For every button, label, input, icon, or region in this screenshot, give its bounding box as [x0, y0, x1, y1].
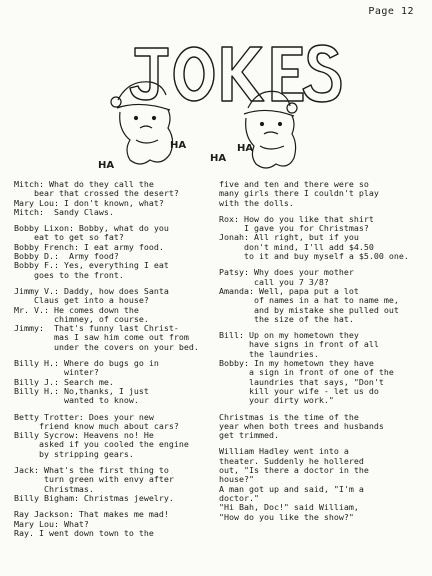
- joke-line: Christmas is the time of the: [219, 411, 359, 422]
- joke-line: bear that crossed the desert?: [14, 188, 179, 199]
- joke-line: have signs in front of all: [219, 339, 379, 350]
- joke-line: Jonah: All right, but if you: [219, 232, 359, 243]
- joke-line: goes to the front.: [14, 269, 124, 280]
- joke-line: Bobby Lixon: Bobby, what do you: [14, 223, 169, 234]
- joke-line: "How do you like the show?": [219, 511, 354, 522]
- joke-paragraph: [14, 287, 214, 352]
- joke-line: turn green with envy after: [14, 474, 174, 485]
- joke-line: the laundries.: [219, 348, 319, 359]
- joke-line: laundries that says, "Don't: [219, 376, 384, 387]
- joke-line: out, "Is there a doctor in the: [219, 465, 369, 476]
- joke-line: Amanda: Well, papa put a lot: [219, 285, 359, 296]
- ha-label-2: HA: [170, 140, 187, 151]
- joke-paragraph: [219, 215, 425, 261]
- joke-line: Billy Sycrow: Heavens no! He: [14, 430, 154, 441]
- joke-line: Patsy: Why does your mother: [219, 267, 354, 278]
- joke-line: mas I saw him come out from: [14, 332, 189, 343]
- joke-line: Bobby: In my hometown they have: [219, 358, 374, 369]
- joke-line: five and ten and there were so: [219, 179, 369, 189]
- ha-label-1: HA: [98, 160, 115, 171]
- santa-face-left-icon: [111, 82, 173, 164]
- santa-face-right-icon: [244, 91, 297, 168]
- ha-label-3: HA: [210, 153, 227, 164]
- jokes-header-illustration: [0, 0, 432, 178]
- joke-line: and by mistake she pulled out: [219, 304, 399, 315]
- title-letter-j: [130, 48, 168, 100]
- joke-line: Mary Lou: What?: [14, 518, 89, 529]
- joke-line: asked if you cooled the engine: [14, 439, 189, 450]
- joke-line: Jimmy V.: Daddy, how does Santa: [14, 285, 169, 296]
- joke-line: Bobby F.: Yes, everything I eat: [14, 260, 169, 271]
- joke-paragraph: [219, 447, 425, 521]
- joke-line: theater. Suddenly he hollered: [219, 455, 364, 466]
- joke-line: Rox: How do you like that shirt: [219, 213, 374, 224]
- joke-line: "Hi Bah, Doc!" said William,: [219, 502, 359, 513]
- joke-line: Bobby D.: Army food?: [14, 251, 119, 262]
- joke-paragraph: [219, 180, 425, 208]
- joke-line: Billy H.: No,thanks, I just: [14, 385, 149, 396]
- joke-line: wanted to know.: [14, 395, 139, 406]
- joke-paragraph: [219, 268, 425, 324]
- joke-line: A man got up and said, "I'm a: [219, 483, 364, 494]
- joke-paragraph: [219, 413, 425, 441]
- joke-line: call you 7 3/8?: [219, 276, 329, 287]
- joke-line: the size of the hat.: [219, 313, 354, 324]
- joke-line: chimney, of course.: [14, 313, 149, 324]
- joke-line: Bill: Up on my hometown they: [219, 330, 359, 341]
- joke-line: by stripping gears.: [14, 448, 134, 459]
- joke-paragraph: [14, 224, 214, 280]
- ha-label-4: HA: [237, 143, 254, 154]
- joke-line: Billy J.: Search me.: [14, 376, 114, 387]
- joke-line: Ray. I went down town to the: [14, 527, 154, 538]
- left-joke-column: [14, 180, 214, 545]
- joke-line: year when both trees and husbands: [219, 420, 384, 431]
- joke-line: to it and buy myself a $5.00 one.: [219, 251, 409, 262]
- joke-line: Christmas.: [14, 483, 94, 494]
- joke-line: Bobby French: I eat army food.: [14, 241, 164, 252]
- joke-line: friend know much about cars?: [14, 420, 179, 431]
- joke-line: Jack: What's the first thing to: [14, 465, 169, 476]
- joke-line: William Hadley went into a: [219, 446, 349, 457]
- title-letter-s: [303, 45, 341, 102]
- joke-line: Betty Trotter: Does your new: [14, 411, 154, 422]
- title-letter-o: [174, 47, 214, 101]
- joke-line: of names in a hat to name me,: [219, 295, 399, 306]
- joke-line: house?": [219, 474, 254, 485]
- joke-line: kill your wife - let us do: [219, 385, 379, 396]
- joke-line: winter?: [14, 367, 99, 378]
- joke-line: Billy H.: Where do bugs go in: [14, 358, 159, 369]
- joke-line: Ray Jackson: That makes me mad!: [14, 509, 169, 520]
- joke-line: get trimmed.: [219, 430, 279, 441]
- joke-line: Mitch: Sandy Claws.: [14, 206, 114, 217]
- title-letter-k: [222, 47, 264, 101]
- joke-line: I gave you for Christmas?: [219, 223, 369, 234]
- joke-line: Jimmy: That's funny last Christ-: [14, 323, 179, 334]
- joke-line: a sign in front of one of the: [219, 367, 394, 378]
- right-joke-column: [219, 180, 425, 529]
- joke-paragraph: [219, 331, 425, 405]
- joke-line: Mary Lou: I don't known, what?: [14, 197, 164, 208]
- joke-line: with the dolls.: [219, 197, 294, 208]
- joke-line: don't mind, I'll add $4.50: [219, 241, 374, 252]
- joke-paragraph: [14, 510, 214, 538]
- title-letter-e: [272, 47, 303, 101]
- joke-paragraph: [14, 466, 214, 503]
- joke-paragraph: [14, 180, 214, 217]
- joke-line: Claus get into a house?: [14, 295, 149, 306]
- joke-line: Mitch: What do they call the: [14, 179, 154, 189]
- joke-line: under the covers on your bed.: [14, 341, 199, 352]
- joke-paragraph: [14, 359, 214, 405]
- joke-line: doctor.": [219, 492, 259, 503]
- joke-line: Mr. V.: He comes down the: [14, 304, 139, 315]
- joke-line: eat to get so fat?: [14, 232, 124, 243]
- joke-line: many girls there I couldn't play: [219, 188, 379, 199]
- page-number: Page 12: [368, 6, 414, 17]
- joke-paragraph: [14, 413, 214, 459]
- joke-line: your dirty work.": [219, 395, 334, 406]
- joke-line: Billy Bigham: Christmas jewelry.: [14, 492, 174, 503]
